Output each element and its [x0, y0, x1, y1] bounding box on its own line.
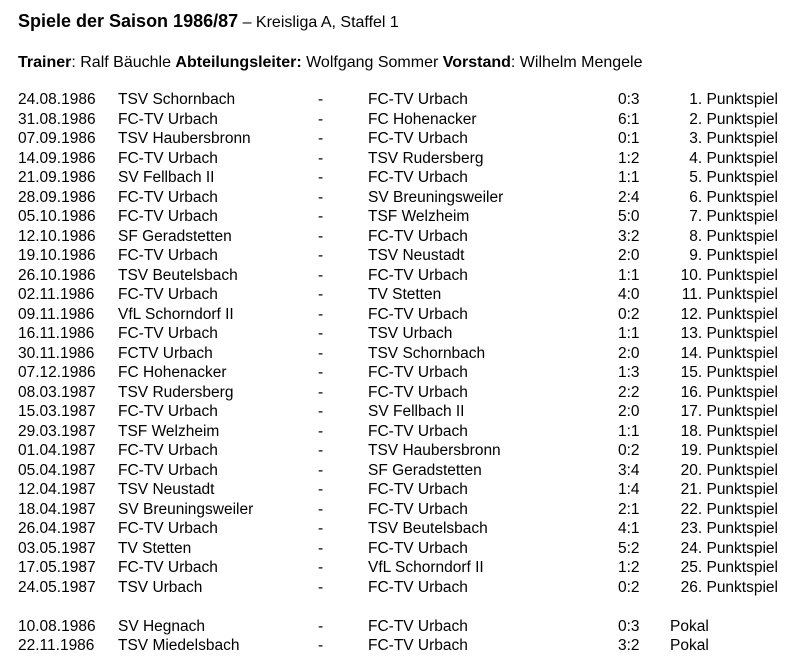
game-row	[0, 402, 800, 422]
away-team: SV Breuningsweiler	[368, 188, 504, 206]
away-team: SV Fellbach II	[368, 403, 465, 420]
home-team: TSV Haubersbronn	[118, 130, 251, 147]
home-team: TSV Rudersberg	[118, 383, 234, 401]
game-date: 09.11.1986	[18, 305, 95, 323]
home-team: FC-TV Urbach	[118, 325, 218, 342]
dash-separator: -	[318, 481, 324, 498]
game-date: 12.10.1986	[18, 227, 96, 245]
game-type: 12. Punktspiel	[680, 305, 778, 323]
home-team: TSF Welzheim	[118, 422, 220, 440]
game-row	[0, 246, 800, 266]
game-date: 21.09.1986	[18, 169, 96, 186]
game-score: 2:0	[618, 403, 640, 420]
game-score: 0:1	[618, 130, 640, 147]
game-date: 08.03.1987	[18, 383, 96, 401]
game-date: 29.03.1987	[18, 422, 96, 440]
home-team: TSV Schornbach	[118, 91, 236, 108]
game-score: 5:2	[618, 539, 640, 557]
game-score: 1:2	[618, 559, 640, 576]
game-score: 5:0	[618, 208, 640, 225]
away-team: TSV Urbach	[368, 325, 453, 342]
dash-separator: -	[318, 578, 324, 596]
dash-separator: -	[318, 422, 324, 440]
home-team: FCTV Urbach	[118, 344, 213, 362]
game-score: 2:0	[618, 247, 640, 264]
game-type: 19. Punktspiel	[680, 442, 778, 459]
game-score: 2:1	[618, 500, 640, 518]
home-team: SV Fellbach II	[118, 169, 215, 186]
home-team: FC-TV Urbach	[118, 110, 218, 128]
game-type: 21. Punktspiel	[680, 481, 778, 498]
game-date: 03.05.1987	[18, 539, 96, 557]
game-score: 1:2	[618, 149, 640, 167]
home-team: FC-TV Urbach	[118, 520, 218, 537]
away-team: FC-TV Urbach	[368, 578, 468, 596]
game-score: 6:1	[618, 110, 640, 128]
game-score: 2:2	[618, 383, 640, 401]
game-date: 16.11.1986	[18, 325, 95, 342]
away-team: FC-TV Urbach	[368, 227, 468, 245]
dash-separator: -	[318, 539, 324, 557]
league-games	[0, 90, 800, 597]
home-team: FC-TV Urbach	[118, 461, 218, 479]
game-date: 07.09.1986	[18, 130, 96, 147]
section-gap	[0, 597, 800, 617]
game-type: 22. Punktspiel	[680, 500, 778, 518]
game-row	[0, 617, 800, 637]
staff-line	[18, 52, 643, 74]
game-row	[0, 578, 800, 598]
home-team: TSV Beutelsbach	[118, 266, 238, 284]
away-team: TSV Beutelsbach	[368, 520, 488, 537]
dash-separator: -	[318, 130, 324, 147]
game-date: 12.04.1987	[18, 481, 96, 498]
game-score: 3:4	[618, 461, 640, 479]
game-type: 9. Punktspiel	[689, 247, 778, 264]
home-team: TSV Neustadt	[118, 481, 215, 498]
board-name: Wilhelm Mengele	[519, 54, 643, 71]
game-date: 02.11.1986	[18, 286, 95, 303]
game-row	[0, 461, 800, 481]
trainer-name: Ralf Bäuchle	[80, 54, 176, 71]
game-score: 0:3	[618, 617, 640, 635]
home-team: FC-TV Urbach	[118, 559, 218, 576]
dash-separator: -	[318, 403, 324, 420]
cup-games	[0, 617, 800, 656]
trainer-label: Trainer	[18, 54, 72, 71]
game-type: 2. Punktspiel	[689, 110, 778, 128]
game-type: 13. Punktspiel	[680, 325, 778, 342]
game-row	[0, 383, 800, 403]
home-team: FC-TV Urbach	[118, 149, 218, 167]
season-title: Spiele der Saison 1986/87	[18, 11, 239, 31]
dash-separator: -	[318, 559, 324, 576]
leader-name: Wolfgang Sommer	[301, 54, 443, 71]
dash-separator: -	[318, 169, 324, 186]
game-row	[0, 344, 800, 364]
game-score: 1:1	[618, 169, 640, 186]
game-date: 17.05.1987	[18, 559, 96, 576]
away-team: FC-TV Urbach	[368, 305, 468, 323]
game-score: 0:2	[618, 305, 640, 323]
away-team: FC-TV Urbach	[368, 539, 468, 557]
game-type: 23. Punktspiel	[680, 520, 778, 537]
away-team: TSV Haubersbronn	[368, 442, 501, 459]
game-row	[0, 207, 800, 227]
board-label: Vorstand	[442, 54, 511, 71]
game-type: 11. Punktspiel	[681, 286, 778, 303]
game-type: 14. Punktspiel	[680, 344, 778, 362]
game-date: 24.08.1986	[18, 91, 96, 108]
dash-separator: -	[318, 227, 324, 245]
dash-separator: -	[318, 91, 324, 108]
home-team: SV Breuningsweiler	[118, 500, 254, 518]
dash-separator: -	[318, 461, 324, 479]
game-score: 3:2	[618, 227, 640, 245]
home-team: VfL Schorndorf II	[118, 305, 234, 323]
game-score: 0:2	[618, 578, 640, 596]
away-team: FC-TV Urbach	[368, 169, 468, 186]
game-row	[0, 539, 800, 559]
game-score: 2:4	[618, 188, 640, 206]
game-date: 01.04.1987	[18, 442, 96, 459]
game-type: 16. Punktspiel	[680, 383, 778, 401]
game-date: 22.11.1986	[18, 637, 95, 654]
games-list	[0, 90, 800, 656]
game-row	[0, 480, 800, 500]
game-row	[0, 168, 800, 188]
dash-separator: -	[318, 286, 324, 303]
home-team: FC-TV Urbach	[118, 188, 218, 206]
game-type: 15. Punktspiel	[680, 364, 778, 381]
game-score: 4:0	[618, 286, 640, 303]
game-type: 26. Punktspiel	[680, 578, 778, 596]
league-subtitle: – Kreisliga A, Staffel 1	[238, 14, 399, 31]
home-team: TV Stetten	[118, 539, 192, 557]
game-type: 20. Punktspiel	[680, 461, 778, 479]
game-date: 05.04.1987	[18, 461, 96, 479]
game-row	[0, 110, 800, 130]
dash-separator: -	[318, 364, 324, 381]
home-team: FC Hohenacker	[118, 364, 227, 381]
home-team: SF Geradstetten	[118, 227, 232, 245]
away-team: TSF Welzheim	[368, 208, 470, 225]
home-team: SV Hegnach	[118, 617, 206, 635]
dash-separator: -	[318, 442, 324, 459]
game-score: 1:1	[618, 325, 640, 342]
away-team: FC-TV Urbach	[368, 617, 468, 635]
game-row	[0, 500, 800, 520]
game-date: 28.09.1986	[18, 188, 96, 206]
home-team: FC-TV Urbach	[118, 208, 218, 225]
game-score: 4:1	[618, 520, 640, 537]
away-team: TSV Schornbach	[368, 344, 486, 362]
game-type: Pokal	[670, 637, 709, 654]
game-type: 10. Punktspiel	[680, 266, 778, 284]
home-team: FC-TV Urbach	[118, 247, 218, 264]
away-team: FC Hohenacker	[368, 110, 477, 128]
dash-separator: -	[318, 188, 324, 206]
dash-separator: -	[318, 266, 324, 284]
dash-separator: -	[318, 617, 324, 635]
away-team: TV Stetten	[368, 286, 442, 303]
game-score: 0:2	[618, 442, 640, 459]
away-team: FC-TV Urbach	[368, 383, 468, 401]
home-team: TSV Urbach	[118, 578, 203, 596]
away-team: SF Geradstetten	[368, 461, 482, 479]
game-score: 1:1	[618, 266, 640, 284]
game-row	[0, 285, 800, 305]
game-date: 26.04.1987	[18, 520, 96, 537]
game-date: 30.11.1986	[18, 344, 95, 362]
away-team: FC-TV Urbach	[368, 422, 468, 440]
game-row	[0, 324, 800, 344]
game-row	[0, 305, 800, 325]
away-team: VfL Schorndorf II	[368, 559, 484, 576]
game-type: 17. Punktspiel	[680, 403, 778, 420]
game-type: 18. Punktspiel	[680, 422, 778, 440]
game-type: 8. Punktspiel	[689, 227, 778, 245]
game-row	[0, 266, 800, 286]
dash-separator: -	[318, 208, 324, 225]
game-row	[0, 90, 800, 110]
game-row	[0, 422, 800, 442]
game-row	[0, 441, 800, 461]
dash-separator: -	[318, 637, 324, 654]
away-team: FC-TV Urbach	[368, 91, 468, 108]
game-score: 1:1	[618, 422, 640, 440]
away-team: FC-TV Urbach	[368, 500, 468, 518]
game-date: 14.09.1986	[18, 149, 96, 167]
game-date: 24.05.1987	[18, 578, 96, 596]
home-team: TSV Miedelsbach	[118, 637, 240, 654]
dash-separator: -	[318, 520, 324, 537]
game-type: 25. Punktspiel	[680, 559, 778, 576]
game-date: 18.04.1987	[18, 500, 96, 518]
game-row	[0, 363, 800, 383]
game-type: 4. Punktspiel	[689, 149, 778, 167]
dash-separator: -	[318, 383, 324, 401]
leader-label: Abteilungsleiter:	[175, 54, 302, 71]
home-team: FC-TV Urbach	[118, 286, 218, 303]
game-row	[0, 519, 800, 539]
dash-separator: -	[318, 247, 324, 264]
dash-separator: -	[318, 305, 324, 323]
dash-separator: -	[318, 149, 324, 167]
game-type: 3. Punktspiel	[689, 130, 778, 147]
home-team: FC-TV Urbach	[118, 442, 218, 459]
dash-separator: -	[318, 344, 324, 362]
trainer-colon: :	[71, 54, 81, 71]
home-team: FC-TV Urbach	[118, 403, 218, 420]
game-row	[0, 636, 800, 656]
game-score: 3:2	[618, 637, 640, 654]
game-type: Pokal	[670, 617, 709, 635]
game-date: 26.10.1986	[18, 266, 96, 284]
game-date: 15.03.1987	[18, 403, 96, 420]
away-team: TSV Rudersberg	[368, 149, 484, 167]
page-title	[18, 8, 399, 36]
game-type: 6. Punktspiel	[689, 188, 778, 206]
game-row	[0, 129, 800, 149]
dash-separator: -	[318, 325, 324, 342]
game-score: 0:3	[618, 91, 640, 108]
dash-separator: -	[318, 500, 324, 518]
game-row	[0, 227, 800, 247]
away-team: FC-TV Urbach	[368, 266, 468, 284]
game-date: 05.10.1986	[18, 208, 96, 225]
dash-separator: -	[318, 110, 324, 128]
board-colon: :	[510, 54, 520, 71]
game-score: 1:4	[618, 481, 640, 498]
game-date: 31.08.1986	[18, 110, 96, 128]
game-type: 7. Punktspiel	[689, 208, 778, 225]
game-row	[0, 558, 800, 578]
game-date: 07.12.1986	[18, 364, 96, 381]
game-row	[0, 188, 800, 208]
game-date: 19.10.1986	[18, 247, 96, 264]
away-team: FC-TV Urbach	[368, 130, 468, 147]
away-team: FC-TV Urbach	[368, 481, 468, 498]
away-team: FC-TV Urbach	[368, 364, 468, 381]
game-row	[0, 149, 800, 169]
game-date: 10.08.1986	[18, 617, 96, 635]
game-score: 1:3	[618, 364, 640, 381]
away-team: TSV Neustadt	[368, 247, 465, 264]
away-team: FC-TV Urbach	[368, 637, 468, 654]
game-type: 24. Punktspiel	[680, 539, 778, 557]
game-type: 5. Punktspiel	[689, 169, 778, 186]
game-score: 2:0	[618, 344, 640, 362]
game-type: 1. Punktspiel	[689, 91, 778, 108]
